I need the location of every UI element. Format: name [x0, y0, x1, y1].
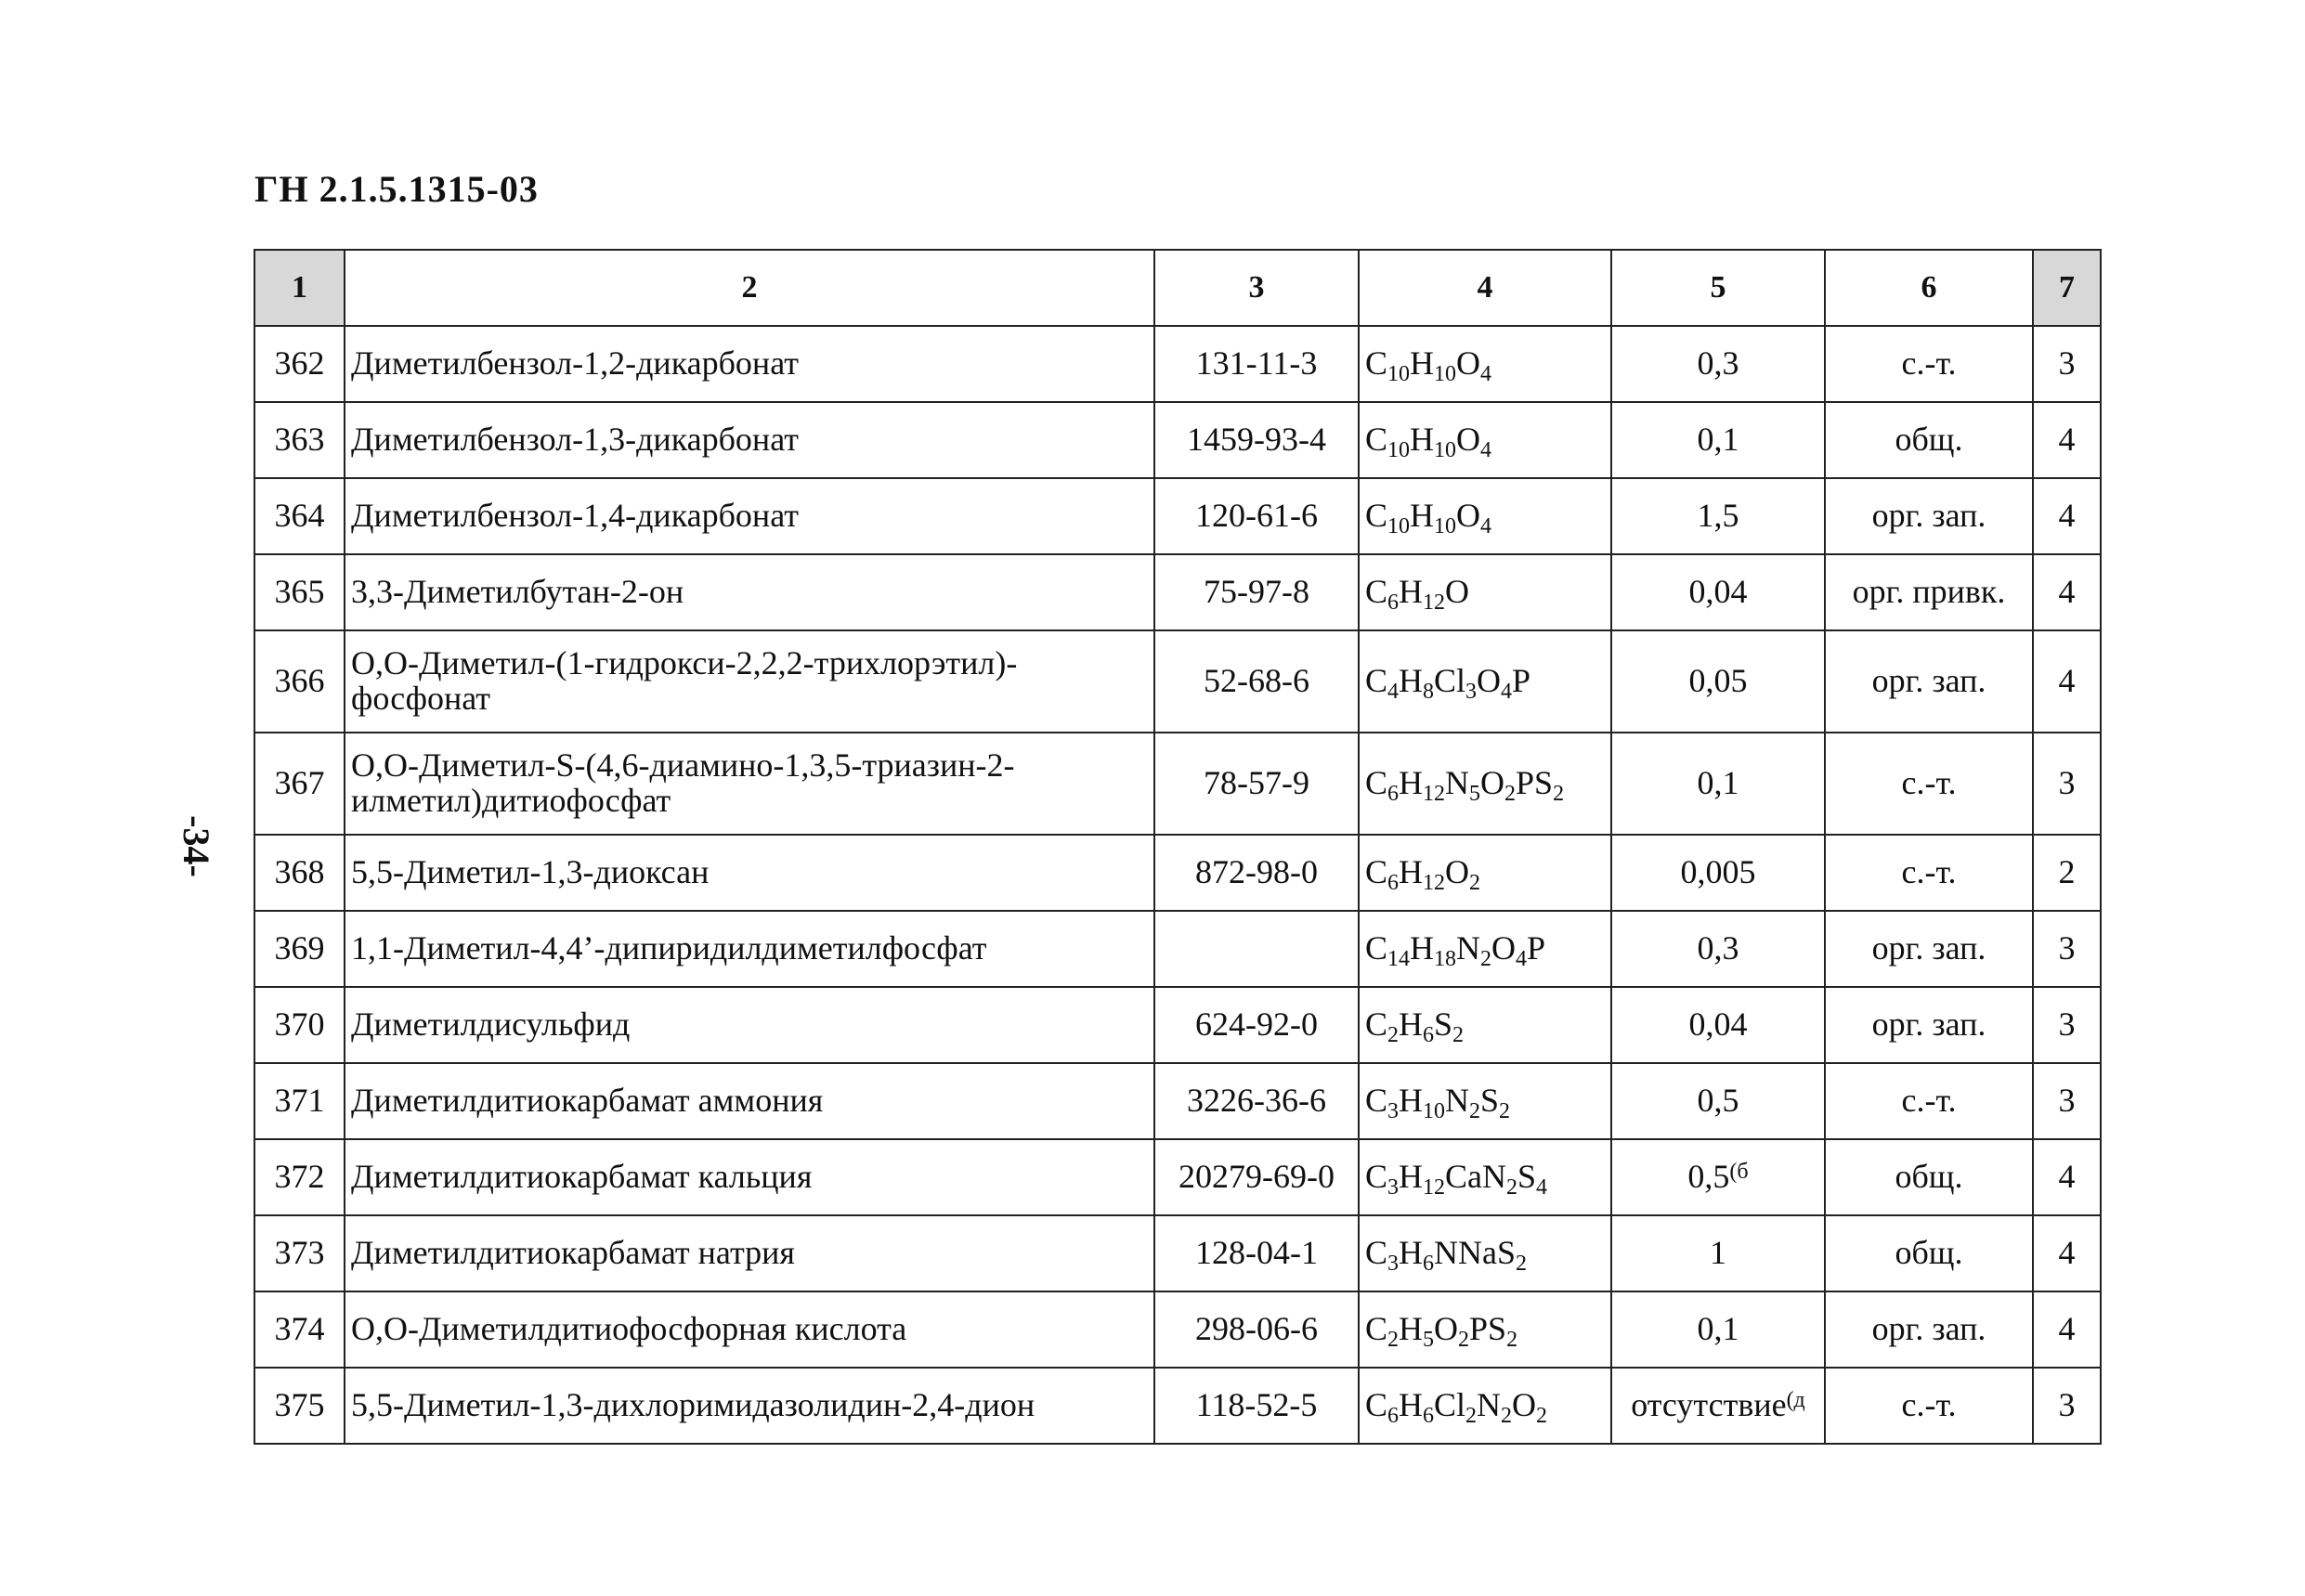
formula-subscript: 2: [1501, 1404, 1513, 1429]
formula-subscript: 3: [1387, 1099, 1400, 1124]
formula-subscript: 2: [1506, 1328, 1518, 1353]
formula-subscript: 2: [1458, 1328, 1470, 1353]
chemical-formula: [1359, 987, 1611, 1063]
hazard-class: 2: [2033, 835, 2101, 911]
page-number: -34-: [175, 815, 217, 877]
table-row: [254, 1368, 2101, 1444]
hazard-class: 3: [2033, 1368, 2101, 1444]
formula-subscript: 2: [1387, 1328, 1400, 1353]
formula-subscript: 2: [1499, 1099, 1511, 1124]
harm-indicator: орг. зап.: [1825, 987, 2033, 1063]
formula-element: O: [1456, 421, 1481, 459]
row-number: 363: [254, 402, 345, 478]
harm-indicator: общ.: [1825, 402, 2033, 478]
footnote-mark: (д: [1786, 1388, 1805, 1413]
chemical-formula: [1359, 1368, 1611, 1444]
value-text: отсутствие: [1631, 1386, 1787, 1424]
table-body: [254, 326, 2101, 1444]
substance-name: О,О-Диметил-S-(4,6-диамино-1,3,5-триазин-2-илметил)дитиофосфат: [345, 733, 1154, 835]
row-number: 362: [254, 326, 345, 402]
row-number: 364: [254, 478, 345, 554]
row-number: 365: [254, 554, 345, 630]
formula-element: N: [1456, 929, 1481, 967]
table-row: [254, 835, 2101, 911]
formula-element: H: [1399, 1310, 1424, 1348]
chemical-formula: [1359, 835, 1611, 911]
formula-subscript: 2: [1452, 1023, 1465, 1048]
formula-subscript: 5: [1423, 1328, 1435, 1353]
substance-name: О,О-Диметил-(1-гидрокси-2,2,2-трихлорэтил)-фосфонат: [345, 630, 1154, 733]
substance-name: Диметилдисульфид: [345, 987, 1154, 1063]
formula-element: H: [1399, 1006, 1424, 1044]
concentration-value: [1611, 911, 1825, 987]
concentration-value: [1611, 630, 1825, 733]
formula-element: H: [1399, 764, 1424, 802]
formula-element: H: [1399, 1082, 1424, 1120]
column-header-formula: 4: [1359, 250, 1611, 326]
formula-element: H: [1399, 1386, 1424, 1424]
formula-element: P: [1512, 662, 1531, 700]
substance-name: О,О-Диметилдитиофосфорная кислота: [345, 1291, 1154, 1368]
formula-element: O: [1456, 497, 1481, 535]
hazard-class: 3: [2033, 733, 2101, 835]
hazard-class: 4: [2033, 1215, 2101, 1291]
formula-subscript: 2: [1516, 1252, 1528, 1277]
formula-element: C: [1365, 421, 1388, 459]
table-row: [254, 326, 2101, 402]
formula-subscript: 3: [1387, 1175, 1400, 1200]
formula-subscript: 10: [1387, 362, 1411, 387]
harm-indicator: с.-т.: [1825, 1368, 2033, 1444]
table-row: [254, 478, 2101, 554]
concentration-value: [1611, 402, 1825, 478]
value-text: 0,3: [1697, 344, 1739, 383]
value-text: 0,5: [1687, 1158, 1730, 1196]
formula-subscript: 10: [1387, 438, 1411, 463]
formula-element: C: [1365, 1234, 1388, 1272]
row-number: 373: [254, 1215, 345, 1291]
formula-element: S: [1434, 1006, 1453, 1044]
value-text: 0,1: [1697, 764, 1739, 802]
formula-subscript: 2: [1480, 947, 1492, 972]
hazard-class: 4: [2033, 630, 2101, 733]
formula-subscript: 2: [1469, 871, 1481, 896]
cas-number: [1154, 911, 1359, 987]
chemical-formula: [1359, 1291, 1611, 1368]
formula-element: C: [1365, 1006, 1388, 1044]
formula-element: C: [1365, 497, 1388, 535]
column-header-cas: 3: [1154, 250, 1359, 326]
hazard-class: 3: [2033, 1063, 2101, 1139]
cas-number: 624-92-0: [1154, 987, 1359, 1063]
formula-element: H: [1410, 929, 1435, 967]
formula-subscript: 3: [1465, 680, 1478, 705]
formula-subscript: 10: [1434, 362, 1457, 387]
hazard-class: 4: [2033, 554, 2101, 630]
table-header-row: [254, 250, 2101, 326]
formula-subscript: 2: [1504, 782, 1517, 807]
substance-name: 1,1-Диметил-4,4’-дипиридилдиметилфосфат: [345, 911, 1154, 987]
formula-subscript: 4: [1480, 438, 1492, 463]
formula-element: C: [1365, 344, 1388, 383]
hazard-class: 4: [2033, 1139, 2101, 1215]
concentration-value: [1611, 1215, 1825, 1291]
substance-name: Диметилдитиокарбамат аммония: [345, 1063, 1154, 1139]
cas-number: 75-97-8: [1154, 554, 1359, 630]
value-text: 1,5: [1697, 497, 1739, 535]
value-text: 0,5: [1697, 1082, 1739, 1120]
table-row: [254, 630, 2101, 733]
formula-subscript: 12: [1423, 871, 1446, 896]
cas-number: 298-06-6: [1154, 1291, 1359, 1368]
formula-element: H: [1399, 1234, 1424, 1272]
harm-indicator: орг. зап.: [1825, 478, 2033, 554]
value-text: 0,05: [1688, 662, 1748, 700]
formula-element: H: [1410, 421, 1435, 459]
table-row: [254, 554, 2101, 630]
harm-indicator: с.-т.: [1825, 733, 2033, 835]
formula-subscript: 4: [1387, 680, 1400, 705]
formula-element: PS: [1469, 1310, 1507, 1348]
formula-element: H: [1399, 1158, 1424, 1196]
formula-element: O: [1491, 929, 1517, 967]
formula-subscript: 3: [1387, 1252, 1400, 1277]
formula-element: C: [1365, 1158, 1388, 1196]
formula-element: P: [1527, 929, 1546, 967]
cas-number: 52-68-6: [1154, 630, 1359, 733]
formula-element: C: [1365, 1386, 1388, 1424]
formula-element: O: [1480, 764, 1505, 802]
formula-element: S: [1480, 1082, 1500, 1120]
row-number: 369: [254, 911, 345, 987]
formula-element: N: [1445, 1082, 1470, 1120]
formula-element: PS: [1516, 764, 1554, 802]
formula-element: S: [1517, 1158, 1537, 1196]
formula-element: C: [1365, 764, 1388, 802]
formula-element: O: [1456, 344, 1481, 383]
formula-element: C: [1365, 662, 1388, 700]
harm-indicator: с.-т.: [1825, 1063, 2033, 1139]
table-row: [254, 402, 2101, 478]
cas-number: 128-04-1: [1154, 1215, 1359, 1291]
formula-element: NNaS: [1434, 1234, 1517, 1272]
chemical-formula: [1359, 1063, 1611, 1139]
formula-element: C: [1365, 1082, 1388, 1120]
formula-element: H: [1399, 573, 1424, 611]
row-number: 367: [254, 733, 345, 835]
value-text: 0,1: [1697, 1310, 1739, 1348]
formula-element: H: [1410, 497, 1435, 535]
table-row: [254, 987, 2101, 1063]
chemical-formula: [1359, 478, 1611, 554]
row-number: 374: [254, 1291, 345, 1368]
row-number: 372: [254, 1139, 345, 1215]
row-number: 368: [254, 835, 345, 911]
hazard-class: 4: [2033, 478, 2101, 554]
cas-number: 20279-69-0: [1154, 1139, 1359, 1215]
hazard-class: 4: [2033, 1291, 2101, 1368]
concentration-value: [1611, 478, 1825, 554]
formula-element: CaN: [1445, 1158, 1507, 1196]
value-text: 1: [1710, 1234, 1726, 1272]
formula-element: Cl: [1434, 662, 1466, 700]
formula-element: H: [1399, 662, 1424, 700]
substance-name: Диметилбензол-1,3-дикарбонат: [345, 402, 1154, 478]
substance-name: Диметилбензол-1,2-дикарбонат: [345, 326, 1154, 402]
substances-table: [254, 249, 2102, 1445]
chemical-formula: [1359, 1215, 1611, 1291]
formula-subscript: 12: [1423, 782, 1446, 807]
formula-subscript: 6: [1387, 1404, 1400, 1429]
value-text: 0,3: [1697, 929, 1739, 967]
substance-name: 3,3-Диметилбутан-2-он: [345, 554, 1154, 630]
concentration-value: [1611, 987, 1825, 1063]
formula-subscript: 4: [1516, 947, 1528, 972]
chemical-formula: [1359, 733, 1611, 835]
table-row: [254, 733, 2101, 835]
harm-indicator: с.-т.: [1825, 835, 2033, 911]
formula-subscript: 6: [1423, 1252, 1435, 1277]
concentration-value: [1611, 733, 1825, 835]
row-number: 370: [254, 987, 345, 1063]
chemical-formula: [1359, 554, 1611, 630]
row-number: 375: [254, 1368, 345, 1444]
formula-subscript: 2: [1465, 1404, 1478, 1429]
cas-number: 1459-93-4: [1154, 402, 1359, 478]
formula-element: C: [1365, 573, 1388, 611]
harm-indicator: орг. зап.: [1825, 911, 2033, 987]
formula-element: C: [1365, 1310, 1388, 1348]
formula-element: O: [1445, 853, 1470, 891]
concentration-value: [1611, 1291, 1825, 1368]
column-header-num: 1: [254, 250, 345, 326]
table-row: [254, 1139, 2101, 1215]
hazard-class: 3: [2033, 987, 2101, 1063]
formula-subscript: 10: [1434, 438, 1457, 463]
row-number: 371: [254, 1063, 345, 1139]
concentration-value: [1611, 554, 1825, 630]
formula-subscript: 2: [1553, 782, 1565, 807]
harm-indicator: орг. привк.: [1825, 554, 2033, 630]
column-header-value: 5: [1611, 250, 1825, 326]
table-row: [254, 1063, 2101, 1139]
footnote-mark: (б: [1729, 1160, 1749, 1185]
concentration-value: [1611, 835, 1825, 911]
formula-subscript: 4: [1480, 514, 1492, 539]
harm-indicator: орг. зап.: [1825, 1291, 2033, 1368]
formula-subscript: 10: [1387, 514, 1411, 539]
column-header-name: 2: [345, 250, 1154, 326]
harm-indicator: общ.: [1825, 1215, 2033, 1291]
substance-name: Диметилбензол-1,4-дикарбонат: [345, 478, 1154, 554]
formula-subscript: 2: [1506, 1175, 1518, 1200]
formula-subscript: 10: [1423, 1099, 1446, 1124]
formula-element: O: [1512, 1386, 1537, 1424]
hazard-class: 3: [2033, 326, 2101, 402]
cas-number: 3226-36-6: [1154, 1063, 1359, 1139]
formula-element: C: [1365, 853, 1388, 891]
concentration-value: [1611, 1139, 1825, 1215]
substance-name: 5,5-Диметил-1,3-дихлоримидазолидин-2,4-дион: [345, 1368, 1154, 1444]
cas-number: 131-11-3: [1154, 326, 1359, 402]
formula-subscript: 4: [1480, 362, 1492, 387]
formula-element: O: [1477, 662, 1502, 700]
value-text: 0,1: [1697, 421, 1739, 459]
formula-subscript: 5: [1469, 782, 1481, 807]
formula-element: H: [1410, 344, 1435, 383]
formula-subscript: 14: [1387, 947, 1411, 972]
value-text: 0,04: [1688, 1006, 1748, 1044]
concentration-value: [1611, 1063, 1825, 1139]
harm-indicator: орг. зап.: [1825, 630, 2033, 733]
harm-indicator: с.-т.: [1825, 326, 2033, 402]
formula-subscript: 18: [1434, 947, 1457, 972]
formula-element: O: [1445, 573, 1470, 611]
chemical-formula: [1359, 402, 1611, 478]
hazard-class: 3: [2033, 911, 2101, 987]
value-text: 0,04: [1688, 573, 1748, 611]
cas-number: 78-57-9: [1154, 733, 1359, 835]
table-row: [254, 1291, 2101, 1368]
formula-element: Cl: [1434, 1386, 1466, 1424]
formula-subscript: 10: [1434, 514, 1457, 539]
formula-subscript: 8: [1423, 680, 1435, 705]
chemical-formula: [1359, 1139, 1611, 1215]
chemical-formula: [1359, 326, 1611, 402]
cas-number: 872-98-0: [1154, 835, 1359, 911]
row-number: 366: [254, 630, 345, 733]
table-row: [254, 1215, 2101, 1291]
column-header-indicator: 6: [1825, 250, 2033, 326]
value-text: 0,005: [1680, 853, 1756, 891]
column-header-class: 7: [2033, 250, 2101, 326]
formula-subscript: 12: [1423, 590, 1446, 616]
formula-subscript: 4: [1501, 680, 1513, 705]
formula-element: N: [1445, 764, 1470, 802]
formula-subscript: 2: [1469, 1099, 1481, 1124]
formula-subscript: 4: [1536, 1175, 1548, 1200]
formula-subscript: 6: [1387, 871, 1400, 896]
substance-name: Диметилдитиокарбамат натрия: [345, 1215, 1154, 1291]
formula-element: C: [1365, 929, 1388, 967]
document-code: ГН 2.1.5.1315-03: [254, 168, 539, 210]
chemical-formula: [1359, 911, 1611, 987]
cas-number: 120-61-6: [1154, 478, 1359, 554]
cas-number: 118-52-5: [1154, 1368, 1359, 1444]
formula-subscript: 6: [1423, 1023, 1435, 1048]
formula-subscript: 2: [1387, 1023, 1400, 1048]
table-row: [254, 911, 2101, 987]
formula-element: O: [1434, 1310, 1459, 1348]
concentration-value: [1611, 326, 1825, 402]
formula-subscript: 12: [1423, 1175, 1446, 1200]
chemical-formula: [1359, 630, 1611, 733]
substance-name: 5,5-Диметил-1,3-диоксан: [345, 835, 1154, 911]
substance-name: Диметилдитиокарбамат кальция: [345, 1139, 1154, 1215]
harm-indicator: общ.: [1825, 1139, 2033, 1215]
formula-element: H: [1399, 853, 1424, 891]
hazard-class: 4: [2033, 402, 2101, 478]
formula-subscript: 2: [1536, 1404, 1548, 1429]
formula-element: N: [1477, 1386, 1502, 1424]
formula-subscript: 6: [1387, 782, 1400, 807]
formula-subscript: 6: [1423, 1404, 1435, 1429]
formula-subscript: 6: [1387, 590, 1400, 616]
concentration-value: [1611, 1368, 1825, 1444]
